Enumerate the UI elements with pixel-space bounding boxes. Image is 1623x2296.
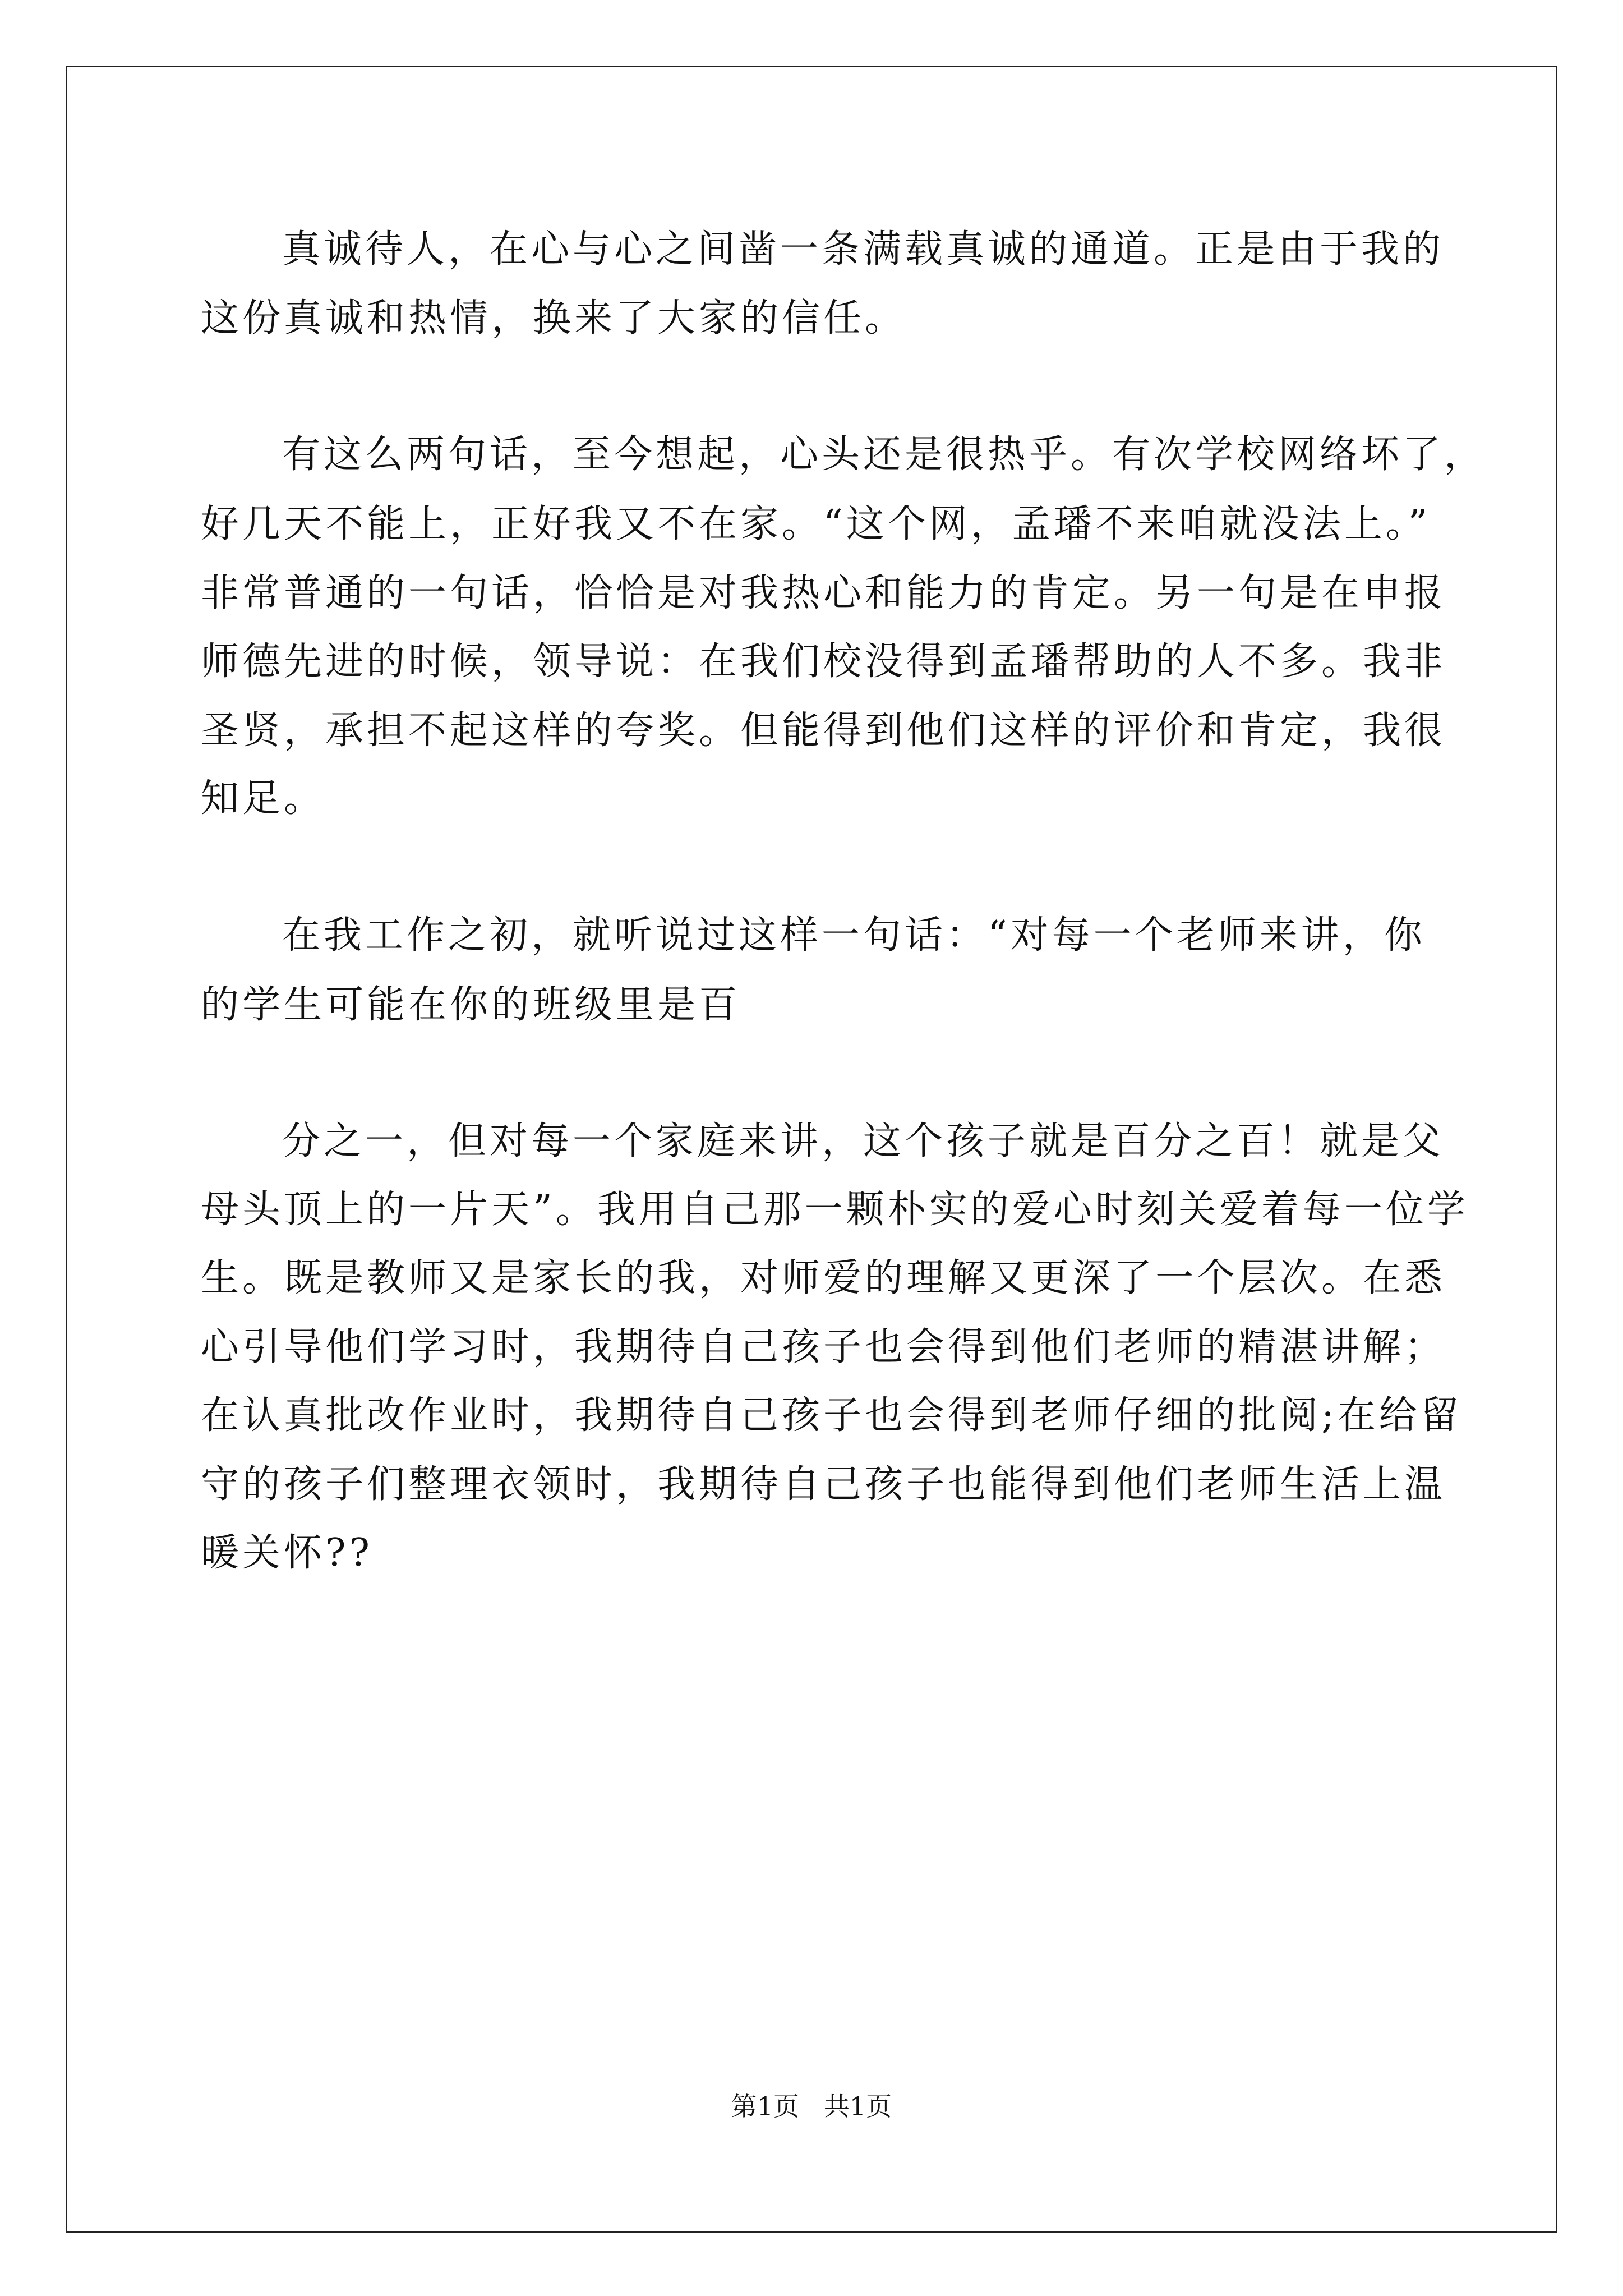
text-line: 心引导他们学习时，我期待自己孩子也会得到他们老师的精湛讲解； xyxy=(201,1325,1446,1369)
text-line: 这份真诚和热情，换来了大家的信任。 xyxy=(201,296,907,341)
page-footer: 第1页 共1页 xyxy=(731,2091,892,2122)
text-line: 真诚待人，在心与心之间凿一条满载真诚的通道。正是由于我的 xyxy=(282,227,1445,272)
text-line: 知足。 xyxy=(201,776,326,821)
text-line: 分之一，但对每一个家庭来讲，这个孩子就是百分之百！就是父 xyxy=(282,1119,1445,1163)
text-line: 在认真批改作业时，我期待自己孩子也会得到老师仔细的批阅;在给留 xyxy=(201,1393,1462,1438)
text-line: 暖关怀?? xyxy=(201,1531,373,1575)
text-line: 师德先进的时候，领导说：在我们校没得到孟璠帮助的人不多。我非 xyxy=(201,639,1446,684)
text-line: 有这么两句话，至今想起，心头还是很热乎。有次学校网络坏了， xyxy=(282,432,1486,477)
text-line: 生。既是教师又是家长的我，对师爱的理解又更深了一个层次。在悉 xyxy=(201,1256,1446,1300)
text-line: 守的孩子们整理衣领时，我期待自己孩子也能得到他们老师生活上温 xyxy=(201,1462,1446,1507)
text-line: 母头顶上的一片天”。我用自己那一颗朴实的爱心时刻关爱着每一位学 xyxy=(201,1188,1469,1232)
text-line: 的学生可能在你的班级里是百 xyxy=(201,983,741,1027)
text-line: 圣贤，承担不起这样的夸奖。但能得到他们这样的评价和肯定，我很 xyxy=(201,708,1446,753)
text-line: 在我工作之初，就听说过这样一句话：“对每一个老师来讲，你 xyxy=(282,913,1426,958)
text-line: 好几天不能上，正好我又不在家。“这个网，孟璠不来咱就没法上。” xyxy=(201,502,1431,546)
text-line: 非常普通的一句话，恰恰是对我热心和能力的肯定。另一句是在申报 xyxy=(201,571,1446,615)
